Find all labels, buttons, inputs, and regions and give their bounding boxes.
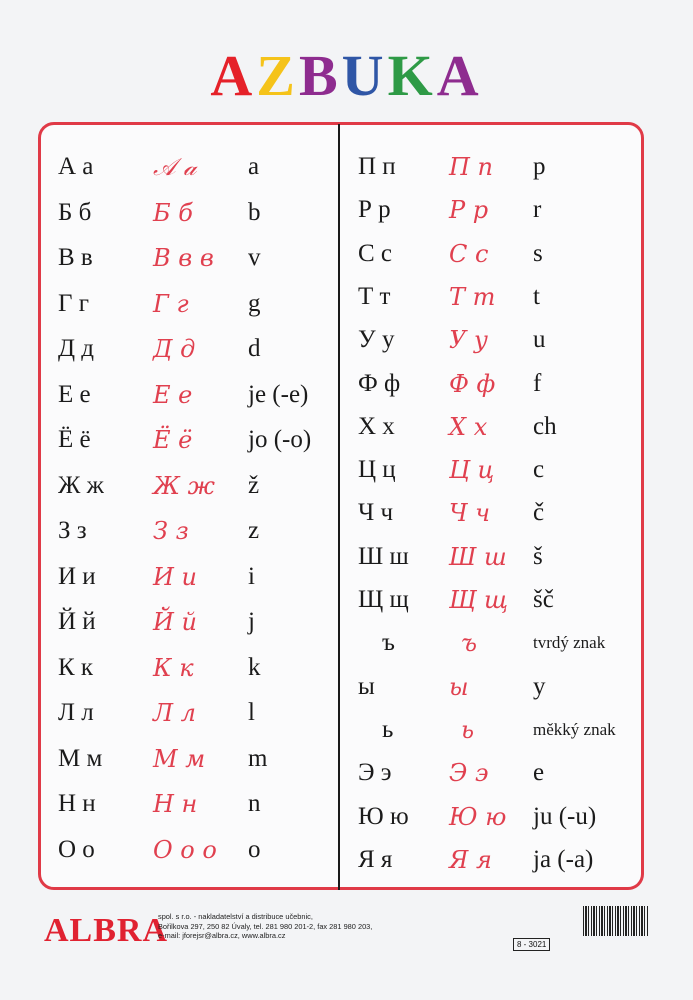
- transliteration: u: [533, 326, 546, 354]
- transliteration: m: [248, 744, 268, 772]
- printed-letter: ы: [358, 672, 375, 700]
- page-title: [0, 42, 693, 109]
- printed-letter: Г г: [58, 289, 89, 317]
- transliteration: f: [533, 369, 542, 397]
- printed-letter: Б б: [58, 198, 92, 226]
- transliteration: b: [248, 198, 261, 226]
- printed-letter: Д д: [58, 335, 95, 362]
- printed-letter: Х х: [358, 412, 395, 440]
- handwritten-letter: Е е: [153, 380, 193, 409]
- printed-letter: ъ: [382, 629, 395, 657]
- transliteration: jo (-o): [248, 426, 312, 453]
- transliteration: ch: [533, 412, 557, 440]
- handwritten-letter: Ш ш: [449, 542, 507, 571]
- handwritten-letter: Т т: [449, 282, 496, 311]
- transliteration: o: [248, 835, 261, 863]
- printed-letter: Э э: [358, 759, 392, 787]
- transliteration: a: [248, 153, 260, 180]
- handwritten-letter: Ч ч: [449, 499, 491, 528]
- printed-letter: А а: [58, 153, 94, 180]
- transliteration: c: [533, 456, 545, 484]
- printed-letter: К к: [58, 653, 94, 681]
- title-letter: A: [210, 43, 257, 108]
- handwritten-letter: Ё ё: [153, 426, 193, 454]
- printed-letter: Я я: [358, 845, 393, 873]
- title-letter: Z: [256, 43, 299, 108]
- printed-letter: Щ щ: [358, 586, 409, 613]
- handwritten-letter: 𝒜 𝒶: [153, 153, 197, 181]
- title-letter: A: [436, 43, 483, 108]
- printed-letter: Ж ж: [58, 471, 104, 499]
- handwritten-letter: Х х: [449, 412, 488, 441]
- printed-letter: Й й: [58, 608, 96, 635]
- handwritten-letter: С с: [449, 239, 489, 268]
- transliteration: je (-e): [248, 380, 309, 408]
- handwritten-letter: М м: [153, 744, 206, 773]
- transliteration: n: [248, 790, 261, 817]
- handwritten-letter: ь: [461, 715, 475, 744]
- publisher-info-line: Bořilkova 297, 250 82 Úvaly, tel. 281 980 201-2, fax 281 980 203,: [158, 921, 373, 931]
- transliteration: ž: [248, 471, 260, 499]
- printed-letter: З з: [58, 517, 87, 544]
- handwritten-letter: ы: [449, 672, 469, 701]
- printed-letter: Ш ш: [358, 542, 409, 570]
- transliteration: v: [248, 244, 261, 271]
- printed-letter: Ф ф: [358, 369, 401, 397]
- transliteration: j: [248, 608, 255, 635]
- handwritten-letter: Н н: [153, 790, 198, 818]
- transliteration: g: [248, 289, 261, 317]
- printed-letter: Ц ц: [358, 456, 396, 484]
- printed-letter: У у: [358, 326, 395, 354]
- handwritten-letter: П п: [449, 153, 494, 181]
- handwritten-letter: О о о: [153, 835, 217, 864]
- handwritten-letter: Щ щ: [449, 586, 509, 614]
- handwritten-letter: Б б: [153, 198, 193, 227]
- transliteration: p: [533, 153, 546, 180]
- printed-letter: Р р: [358, 196, 391, 224]
- handwritten-letter: И и: [153, 562, 198, 591]
- printed-letter: ь: [382, 715, 394, 743]
- handwritten-letter: К к: [153, 653, 194, 682]
- handwritten-letter: Ц ц: [449, 456, 495, 485]
- product-code: 8 - 3021: [513, 938, 550, 951]
- transliteration: t: [533, 282, 540, 310]
- printed-letter: И и: [58, 562, 96, 590]
- publisher-info-line: e-mail: jforejsr@albra.cz, www.albra.cz: [158, 931, 286, 940]
- transliteration: i: [248, 562, 255, 590]
- handwritten-letter: Л л: [153, 699, 196, 727]
- transliteration: y: [533, 672, 546, 700]
- transliteration: šč: [533, 586, 554, 613]
- publisher-info: [158, 912, 498, 941]
- handwritten-letter: Г г: [153, 289, 189, 318]
- transliteration: e: [533, 759, 545, 787]
- title-letter: K: [387, 43, 437, 108]
- transliteration: č: [533, 499, 545, 527]
- transliteration: tvrdý znak: [533, 633, 606, 653]
- transliteration: s: [533, 239, 543, 267]
- handwritten-letter: У у: [449, 326, 488, 355]
- printed-letter: С с: [358, 239, 393, 267]
- column-divider: [338, 124, 340, 890]
- transliteration: d: [248, 335, 261, 362]
- handwritten-letter: Э э: [449, 759, 489, 788]
- printed-letter: П п: [358, 153, 396, 180]
- barcode: [583, 906, 649, 936]
- printed-letter: Е е: [58, 380, 91, 408]
- handwritten-letter: Ю ю: [449, 802, 507, 831]
- transliteration: ja (-a): [533, 845, 594, 873]
- printed-letter: О о: [58, 835, 95, 863]
- handwritten-letter: Р р: [449, 196, 489, 225]
- alphabet-board: [38, 122, 644, 890]
- printed-letter: Т т: [358, 282, 391, 310]
- publisher-logo: ALBRA: [44, 912, 169, 949]
- publisher-info-line: spol. s r.o. - nakladatelství a distribuce učebnic,: [158, 912, 313, 921]
- printed-letter: Ч ч: [358, 499, 394, 527]
- handwritten-letter: ъ: [461, 629, 477, 658]
- transliteration: k: [248, 653, 261, 681]
- printed-letter: В в: [58, 244, 93, 271]
- handwritten-letter: З з: [153, 517, 189, 545]
- transliteration: l: [248, 699, 255, 726]
- transliteration: měkký znak: [533, 719, 616, 739]
- printed-letter: М м: [58, 744, 103, 772]
- handwritten-letter: Й й: [153, 608, 198, 636]
- title-letter: B: [298, 43, 342, 108]
- transliteration: z: [248, 517, 260, 544]
- printed-letter: Ю ю: [358, 802, 409, 830]
- title-letter: U: [341, 43, 388, 108]
- transliteration: r: [533, 196, 542, 224]
- transliteration: š: [533, 542, 543, 570]
- handwritten-letter: Д д: [153, 335, 196, 363]
- printed-letter: Н н: [58, 790, 96, 817]
- printed-letter: Л л: [58, 699, 94, 726]
- printed-letter: Ё ё: [58, 426, 91, 453]
- handwritten-letter: Ж ж: [153, 471, 215, 500]
- transliteration: ju (-u): [533, 802, 597, 830]
- handwritten-letter: В в в: [153, 244, 214, 272]
- handwritten-letter: Ф ф: [449, 369, 496, 398]
- handwritten-letter: Я я: [449, 845, 492, 874]
